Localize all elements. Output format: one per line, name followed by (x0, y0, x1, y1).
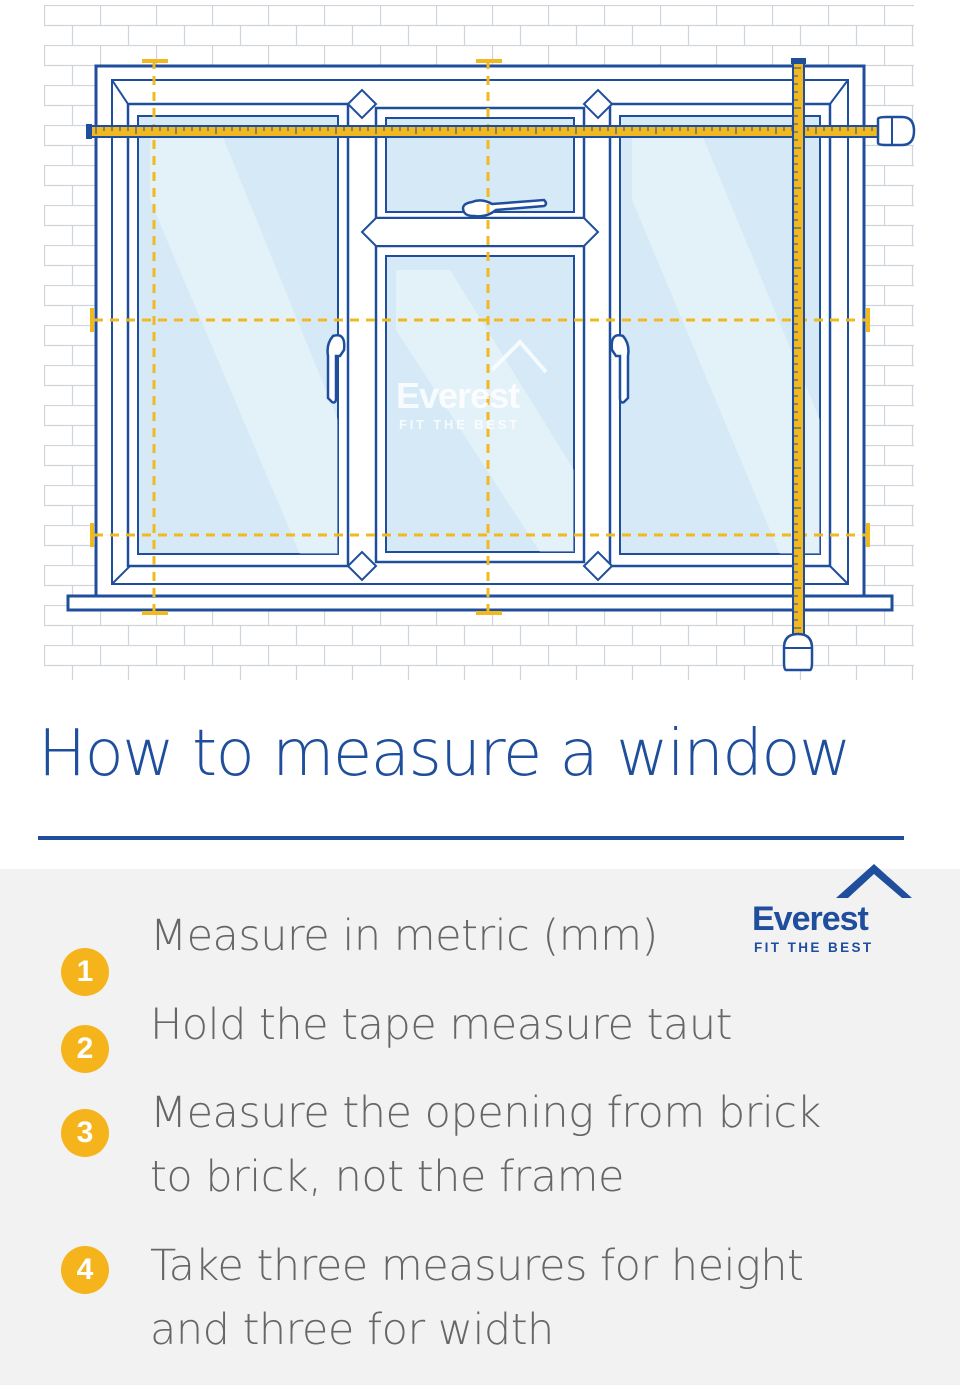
mountain-logo-icon (752, 864, 916, 904)
step-2-badge: 2 (61, 1025, 109, 1073)
step-3-badge: 3 (61, 1109, 109, 1157)
logo-tagline: FIT THE BEST (754, 940, 874, 955)
step-1-text: Measure in metric (mm) (150, 911, 658, 961)
window-sill (68, 596, 892, 610)
left-pane (128, 104, 348, 566)
step-2-text: Hold the tape measure taut (150, 1000, 732, 1050)
title-divider (38, 836, 904, 840)
page-title: How to measure a window (38, 717, 850, 791)
step-4-text: Take three measures for height and three for width (150, 1241, 804, 1355)
logo-name: Everest (752, 900, 868, 938)
middle-panes (348, 90, 612, 580)
watermark-logo-tagline: FIT THE BEST (399, 417, 520, 432)
step-4-badge: 4 (61, 1246, 109, 1294)
step-1-badge: 1 (61, 948, 109, 996)
watermark-logo-text: Everest (396, 375, 520, 416)
step-3-text: Measure the opening from brick to brick, not the frame (150, 1088, 821, 1202)
